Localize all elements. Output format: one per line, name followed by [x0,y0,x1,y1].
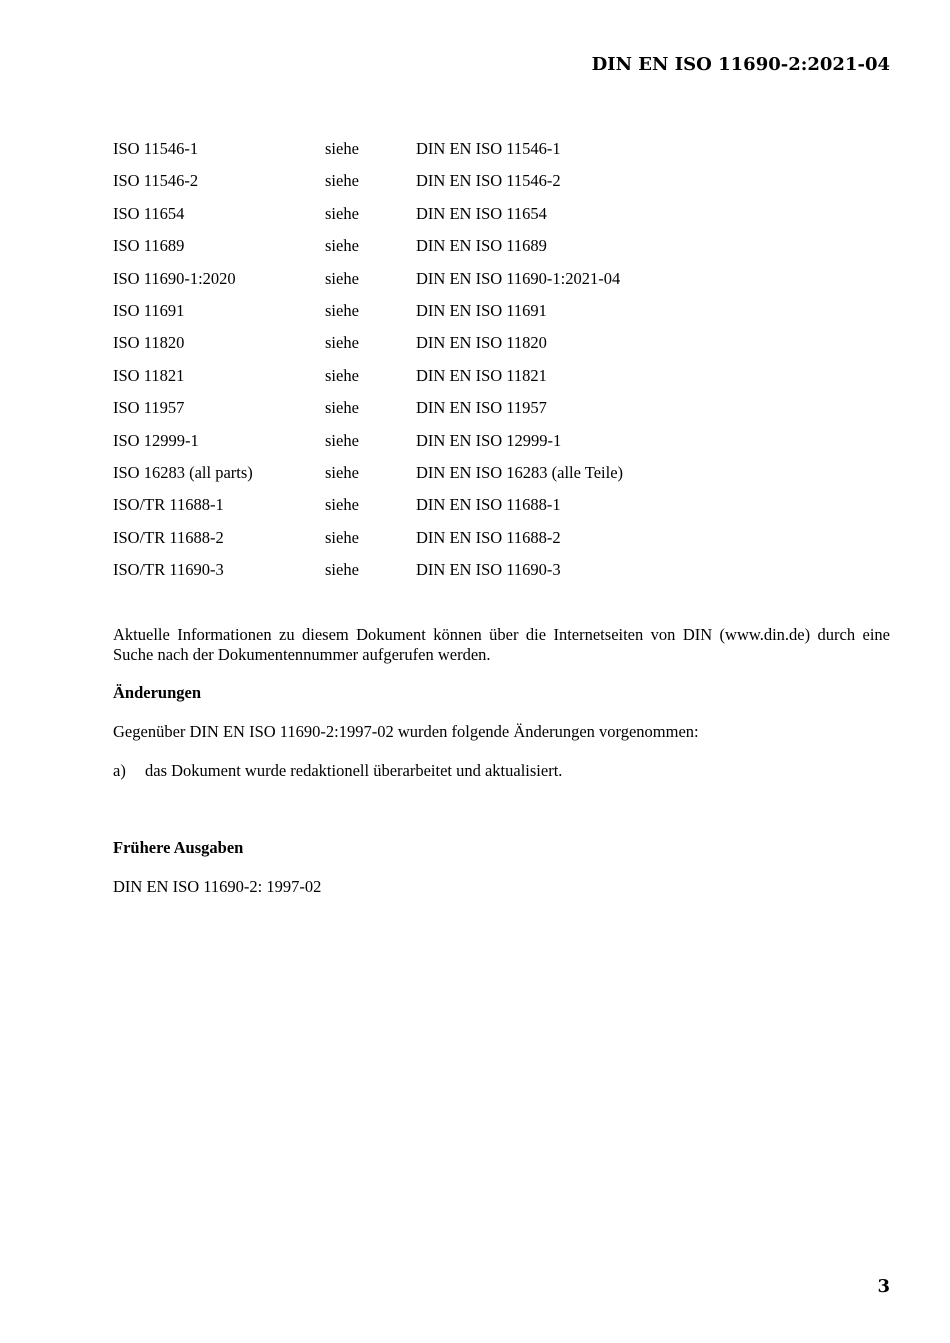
see-label: siehe [325,139,359,158]
see-label: siehe [325,365,359,385]
changes-heading: Änderungen [113,683,202,702]
iso-reference: ISO 11689 [113,236,185,256]
list-item [113,760,562,782]
table-row [113,332,890,364]
list-marker: a) [113,761,126,780]
iso-reference: ISO/TR 11690-3 [113,560,224,580]
din-reference: DIN EN ISO 11688-2 [416,527,561,547]
table-row [113,170,890,202]
table-row [113,203,890,235]
document-id-header: DIN EN ISO 11690-2:2021-04 [591,54,890,75]
din-reference: DIN EN ISO 16283 (alle Teile) [416,462,624,482]
table-row [113,559,890,591]
table-row [113,300,890,332]
iso-reference: ISO 11957 [113,398,185,418]
previous-editions-heading: Frühere Ausgaben [113,838,244,857]
see-label: siehe [325,398,359,418]
info-paragraph: Aktuelle Informationen zu diesem Dokument können über die Internetseiten von DIN (www.din.de) durch eine Suche nach der Dokumentennummer aufgerufen werden. [113,625,890,664]
see-label: siehe [325,171,359,191]
see-label: siehe [325,300,359,320]
iso-reference: ISO/TR 11688-2 [113,527,224,547]
see-label: siehe [325,527,359,547]
iso-reference: ISO 11821 [113,365,185,385]
see-label: siehe [325,333,359,353]
see-label: siehe [325,495,359,515]
changes-intro: Gegenüber DIN EN ISO 11690-2:1997-02 wurden folgende Änderungen vorgenommen: [113,722,699,741]
reference-table [113,138,890,591]
list-item-text: das Dokument wurde redaktionell überarbeitet und aktualisiert. [145,761,563,780]
iso-reference: ISO 11690-1:2020 [113,268,236,288]
din-reference: DIN EN ISO 11821 [416,365,547,385]
iso-reference: ISO 11546-1 [113,139,199,158]
see-label: siehe [325,462,359,482]
din-reference: DIN EN ISO 12999-1 [416,430,562,450]
din-reference: DIN EN ISO 11688-1 [416,495,561,515]
din-reference: DIN EN ISO 11654 [416,203,547,223]
table-row [113,235,890,267]
iso-reference: ISO 11820 [113,333,185,353]
din-reference: DIN EN ISO 11546-1 [416,139,561,158]
table-row [113,462,890,494]
table-row [113,365,890,397]
din-reference: DIN EN ISO 11957 [416,398,547,418]
see-label: siehe [325,268,359,288]
din-reference: DIN EN ISO 11689 [416,236,547,256]
previous-editions-text: DIN EN ISO 11690-2: 1997-02 [113,877,322,896]
iso-reference: ISO/TR 11688-1 [113,495,224,515]
page-number: 3 [877,1276,890,1297]
table-row [113,527,890,559]
din-reference: DIN EN ISO 11691 [416,300,547,320]
din-reference: DIN EN ISO 11690-3 [416,560,561,580]
table-row [113,397,890,429]
see-label: siehe [325,203,359,223]
table-row [113,268,890,300]
table-row [113,494,890,526]
table-row [113,138,890,170]
see-label: siehe [325,560,359,580]
iso-reference: ISO 11546-2 [113,171,199,191]
see-label: siehe [325,236,359,256]
table-row [113,430,890,462]
iso-reference: ISO 12999-1 [113,430,199,450]
din-reference: DIN EN ISO 11690-1:2021-04 [416,268,621,288]
iso-reference: ISO 11691 [113,300,185,320]
see-label: siehe [325,430,359,450]
din-reference: DIN EN ISO 11546-2 [416,171,561,191]
din-reference: DIN EN ISO 11820 [416,333,547,353]
iso-reference: ISO 16283 (all parts) [113,462,253,482]
iso-reference: ISO 11654 [113,203,185,223]
